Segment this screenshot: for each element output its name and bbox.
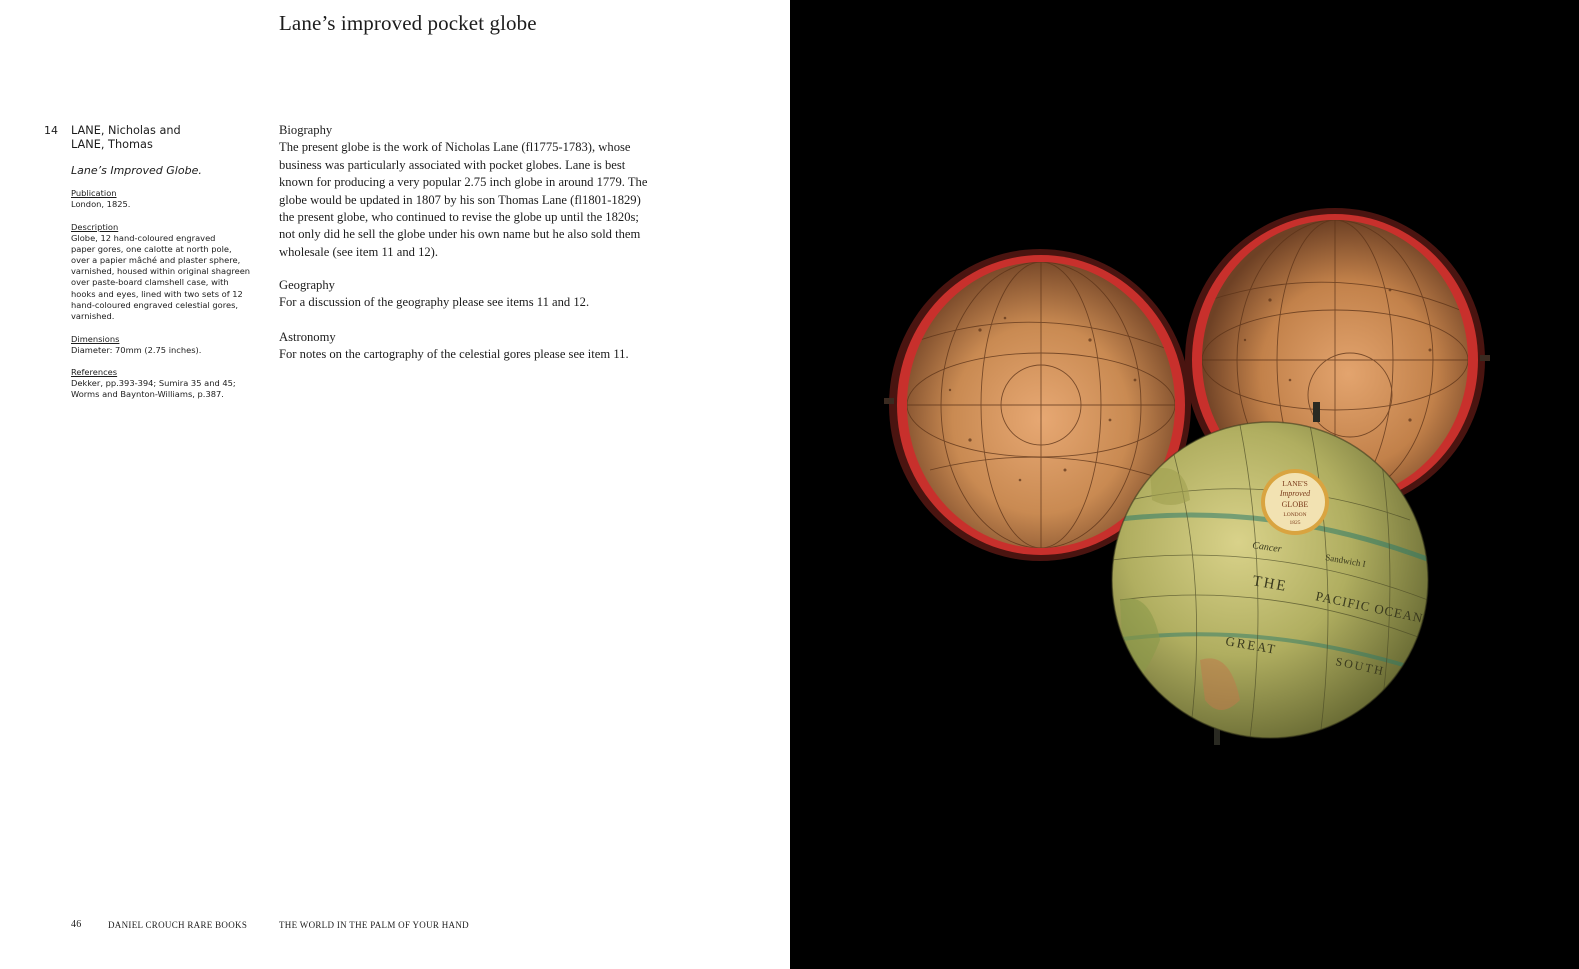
footer-publisher: DANIEL CROUCH RARE BOOKS	[108, 920, 248, 930]
map-label-great: GREAT	[1224, 633, 1279, 657]
cartouche-line: LONDON	[1283, 512, 1307, 518]
map-label-sandwich: Sandwich I	[1324, 552, 1367, 570]
cartouche-line: GLOBE	[1281, 500, 1309, 509]
astronomy-heading: Astronomy	[279, 330, 336, 344]
geography-section	[279, 277, 679, 312]
geography-line: For a discussion of the geography please see items 11 and 12.	[279, 295, 590, 310]
references-line: Dekker, pp.393-394; Sumira 35 and 45;	[71, 378, 236, 389]
pocket-globe-photo	[790, 0, 1579, 969]
item-number: 14	[44, 124, 58, 137]
footer-page-number: 46	[71, 919, 82, 930]
biography-line: known for producing a very popular 2.75 inch globe in around 1779. The	[279, 175, 648, 190]
map-label-the: THE	[1251, 573, 1289, 596]
biography-section	[279, 122, 679, 261]
description-line: varnished.	[71, 310, 115, 321]
biography-line: wholesale (see item 11 and 12).	[279, 244, 439, 259]
globe-cartouche	[1261, 469, 1329, 535]
biography-line: the present globe, who continued to revise the globe up until the 1820s;	[279, 210, 639, 225]
astronomy-section	[279, 329, 679, 364]
page-title: Lane’s improved pocket globe	[279, 11, 537, 35]
dimensions-block	[71, 334, 261, 356]
biography-line: business was particularly associated with pocket globes. Lane is best	[279, 157, 626, 172]
description-line: over paste-board clamshell case, with	[71, 277, 229, 288]
description-label: Description	[71, 222, 119, 232]
description-line: Globe, 12 hand-coloured engraved	[71, 233, 216, 244]
dimensions-label: Dimensions	[71, 334, 120, 344]
geography-heading: Geography	[279, 278, 335, 292]
map-label-pacific: PACIFIC OCEAN	[1314, 588, 1425, 626]
cartouche-line: 1825	[1289, 520, 1301, 526]
publication-label: Publication	[71, 188, 117, 198]
work-title: Lane’s Improved Globe.	[71, 164, 202, 177]
description-line: paper gores, one calotte at north pole,	[71, 244, 232, 255]
author-line: LANE, Nicholas and	[71, 124, 181, 137]
references-line: Worms and Baynton-Williams, p.387.	[71, 389, 224, 400]
description-line: hooks and eyes, lined with two sets of 12	[71, 288, 243, 299]
biography-line: not only did he sell the globe under his own name but he also sold them	[279, 227, 641, 242]
footer-catalogue-title: THE WORLD IN THE PALM OF YOUR HAND	[279, 920, 469, 930]
biography-line: globe would be updated in 1807 by his son Thomas Lane (fl1801-1829)	[279, 192, 641, 207]
publication-block	[71, 188, 261, 210]
dimensions-line: Diameter: 70mm (2.75 inches).	[71, 345, 202, 356]
biography-heading: Biography	[279, 123, 333, 137]
map-label-south: SOUTH	[1334, 654, 1387, 679]
references-block	[71, 367, 261, 400]
cartouche-line: Improved	[1279, 489, 1311, 498]
description-line: varnished, housed within original shagreen	[71, 266, 251, 277]
author-line: LANE, Thomas	[71, 138, 153, 151]
astronomy-line: For notes on the cartography of the celestial gores please see item 11.	[279, 347, 629, 362]
description-line: over a papier mâché and plaster sphere,	[71, 255, 241, 266]
description-block	[71, 222, 261, 322]
description-line: hand-coloured engraved celestial gores,	[71, 299, 239, 310]
item-authors	[71, 124, 251, 152]
cartouche-line: LANE'S	[1282, 479, 1308, 488]
publication-line: London, 1825.	[71, 199, 131, 210]
biography-line: The present globe is the work of Nicholas Lane (fl1775-1783), whose	[279, 140, 631, 155]
map-label-cancer: Cancer	[1251, 540, 1283, 556]
references-label: References	[71, 367, 118, 377]
right-page-photo	[790, 0, 1579, 969]
